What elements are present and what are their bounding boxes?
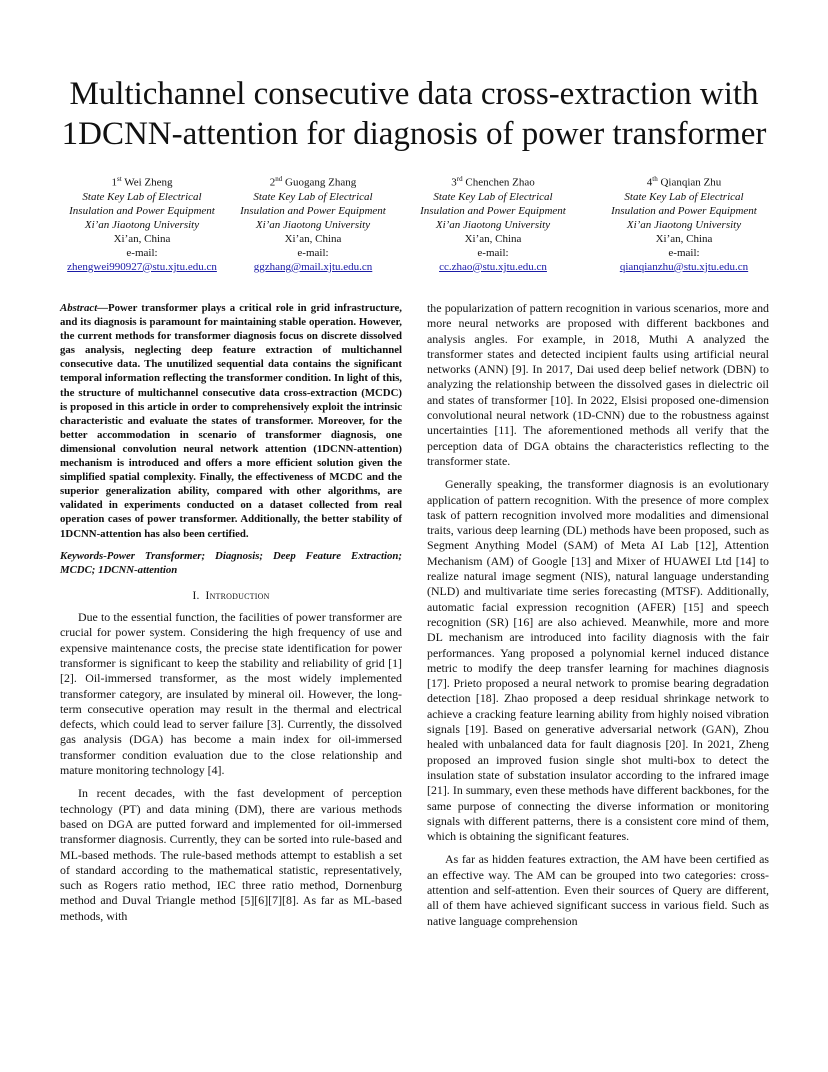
author-ordinal: 4 <box>646 176 653 189</box>
body-paragraph: Due to the essential function, the facilities of power transformer are crucial for power system. Considering the high frequency of use and expensive maintenance costs, the precise state identification for power transformer is significant to keep the stability and reliability of grid [1][2]. Oil-immersed transformer, as the most widely implemented transformer category, are insulated by mineral oil. However, the long-term consecutive operation may result in the thermal and electrical defects, which could lead to server failure [3]. Currently, the dissolved gas analysis (DGA) has become a main index for oil-immersed transformer condition evaluation due to the close relationship and mature monitoring technology [4]. <box>60 610 402 778</box>
author-ordinal: 2 <box>269 176 276 189</box>
author-2 <box>215 172 411 274</box>
keywords: Keywords-Power Transformer; Diagnosis; Deep Feature Extraction; MCDC; 1DCNN-attention <box>60 549 402 576</box>
author-email-link[interactable]: zhengwei990927@stu.xjtu.edu.cn <box>67 260 217 273</box>
author-ordinal: 3 <box>451 176 457 189</box>
abstract-label: Abstract— <box>60 302 108 314</box>
author-location: Xi’an, China <box>284 232 342 245</box>
author-affiliation: Insulation and Power Equipment <box>240 204 386 217</box>
author-1-name-line <box>44 172 240 190</box>
author-2-name-line <box>215 172 411 190</box>
author-ordinal-suffix: rd <box>456 175 463 183</box>
author-4-name-line <box>586 172 782 190</box>
body-paragraph: In recent decades, with the fast development of perception technology (PT) and data mining (DM), there are various methods based on DGA are putted forward and implemented for oil-immersed transformer diagnosis. Currently, they can be sorted into rule-based and ML-based methods. The rule-based methods attempt to establish a set of standard according to the mathematical statistic, representatively, such as Rogers ratio method, IEC three ratio method, Dornenburg method and Duval Triangle method [5][6][7][8]. As far as ML-based methods, with <box>60 786 402 923</box>
author-email-label: e-mail: <box>126 246 158 259</box>
author-affiliation: State Key Lab of Electrical <box>253 190 373 203</box>
author-name: Guogang Zhang <box>285 176 357 189</box>
abstract-text: Power transformer plays a critical role in grid infrastructure, and its diagnosis is paramount for maintaining stable operation. However, the current methods for transformer diagnosis focus on discrete dissolved gas analysis, neglecting deep feature extraction of multichannel consecutive data. The unutilized sequential data contains the significant temporal information reflecting the transformer condition. In light of this, the structure of multichannel consecutive data cross-extraction (MCDC) is proposed in this article in order to comprehensively exploit the intrinsic characteristic and evaluate the states of transformer. Moreover, for the better accommodation in scenario of transformer diagnosis, one dimensional convolution neural network attention (1DCNN-attention) mechanism is introduced and offers a more efficient solution given the simplified spatial complexity. Finally, the effectiveness of MCDC and the superior generalization ability, compared with other algorithms, are validated in experiments conducted on a dataset collected from real operation cases of power transformer. Additionally, the better stability of 1DCNN-attention has also been certified. <box>60 302 402 540</box>
author-university: Xi’an Jiaotong University <box>626 218 742 231</box>
author-university: Xi’an Jiaotong University <box>84 218 200 231</box>
author-affiliation: State Key Lab of Electrical <box>624 190 744 203</box>
author-3 <box>395 172 591 274</box>
author-ordinal: 1 <box>111 176 117 189</box>
author-email-link[interactable]: cc.zhao@stu.xjtu.edu.cn <box>439 260 547 273</box>
author-university: Xi’an Jiaotong University <box>255 218 371 231</box>
author-affiliation: Insulation and Power Equipment <box>69 204 215 217</box>
author-name: Qianqian Zhu <box>660 176 722 189</box>
author-ordinal-suffix: th <box>652 175 658 183</box>
left-column <box>60 301 402 932</box>
author-affiliation: Insulation and Power Equipment <box>611 204 757 217</box>
author-email-label: e-mail: <box>668 246 700 259</box>
section-title: Introduction <box>205 589 270 602</box>
section-number: I. <box>192 589 200 602</box>
author-email-label: e-mail: <box>477 246 509 259</box>
author-location: Xi’an, China <box>464 232 522 245</box>
author-ordinal-suffix: st <box>116 175 122 183</box>
author-affiliation: State Key Lab of Electrical <box>433 190 553 203</box>
author-name: Wei Zheng <box>124 176 173 189</box>
author-location: Xi’an, China <box>655 232 713 245</box>
paper-title: Multichannel consecutive data cross-extraction with 1DCNN-attention for diagnosis of power transformer <box>61 76 767 152</box>
body-paragraph: As far as hidden features extraction, the AM have been certified as an effective way. The AM can be grouped into two categories: cross-attention and self-attention. Even their sources of Query are different, all of them have achieved significant success in various field. Such as native language comprehension <box>427 852 769 928</box>
author-affiliation: Insulation and Power Equipment <box>420 204 566 217</box>
author-email-link[interactable]: qianqianzhu@stu.xjtu.edu.cn <box>619 260 749 273</box>
author-ordinal-suffix: nd <box>275 175 283 183</box>
author-1 <box>44 172 240 274</box>
author-university: Xi’an Jiaotong University <box>435 218 551 231</box>
abstract <box>60 301 402 541</box>
author-affiliation: State Key Lab of Electrical <box>82 190 202 203</box>
author-3-name-line <box>395 172 591 190</box>
section-heading <box>60 589 402 604</box>
author-name: Chenchen Zhao <box>465 176 535 189</box>
body-paragraph: the popularization of pattern recognition in various scenarios, more and more neural networks are proposed with different backbones and analysis angles. For example, in 2018, Muthi A analyzed the transformer states and detected incipient faults using artificial neural networks (ANN) [9]. In 2017, Dai used deep belief network (DBN) to analyzing the relationship between the dissolved gases in dielectric oil and states of transformer [10]. In 2022, Elsisi proposed one-dimension convolutional neural network (1D-CNN) due to the robustness against uncertainties [11]. The aforementioned methods all verify that the perception data of DGA obtains the characteristics reflecting to the transformer state. <box>427 301 769 468</box>
author-email-link[interactable]: ggzhang@mail.xjtu.edu.cn <box>253 260 373 273</box>
author-location: Xi’an, China <box>113 232 171 245</box>
body-paragraph: Generally speaking, the transformer diagnosis is an evolutionary application of pattern recognition. With the presence of more complex task of pattern recognition involved more modalities and dimensional traits, various deep learning (DL) methods have been proposed, such as Segment Anything Model (SAM) of Meta AI Lab [12], Attention Mechanism (AM) of Google [13] and Mixer of HUAWEI Ltd [14] to realize natural image segment (NIS), natural language understanding (NLD) and multivariate time series forecasting (MTSF). Additionally, automatic facial expression recognition (AFER) [15] and speech recognition (SR) [16] are also achieved. Meanwhile, more and more DL mechanism are introduced into facility diagnosis with the fair performances. Yang proposed a polynomial kernel induced distance metric to modify the deep transfer learning for machines diagnosis [17]. Prieto proposed a neural network to promise bearing degradation detection [18]. Zhao proposed a deep residual shrinkage network to achieve a cracking feature learning ability from highly noised vibration signals [19]. Based on generative adversarial network (GAN), Zhou healed with unbalanced data for fault diagnosis [20]. In 2021, Zheng proposed an improved fusion single shot multi-box to detect the insulation state of substation insulator according to the infrared image [21]. In summary, even these methods have different backbones, for the same purpose of connecting the diverse information or monitoring signals with different patterns, there is a consistent core mind of them, which is obtaining the significant features. <box>427 477 769 844</box>
right-column <box>427 301 769 937</box>
author-4 <box>586 172 782 274</box>
author-email-label: e-mail: <box>297 246 329 259</box>
